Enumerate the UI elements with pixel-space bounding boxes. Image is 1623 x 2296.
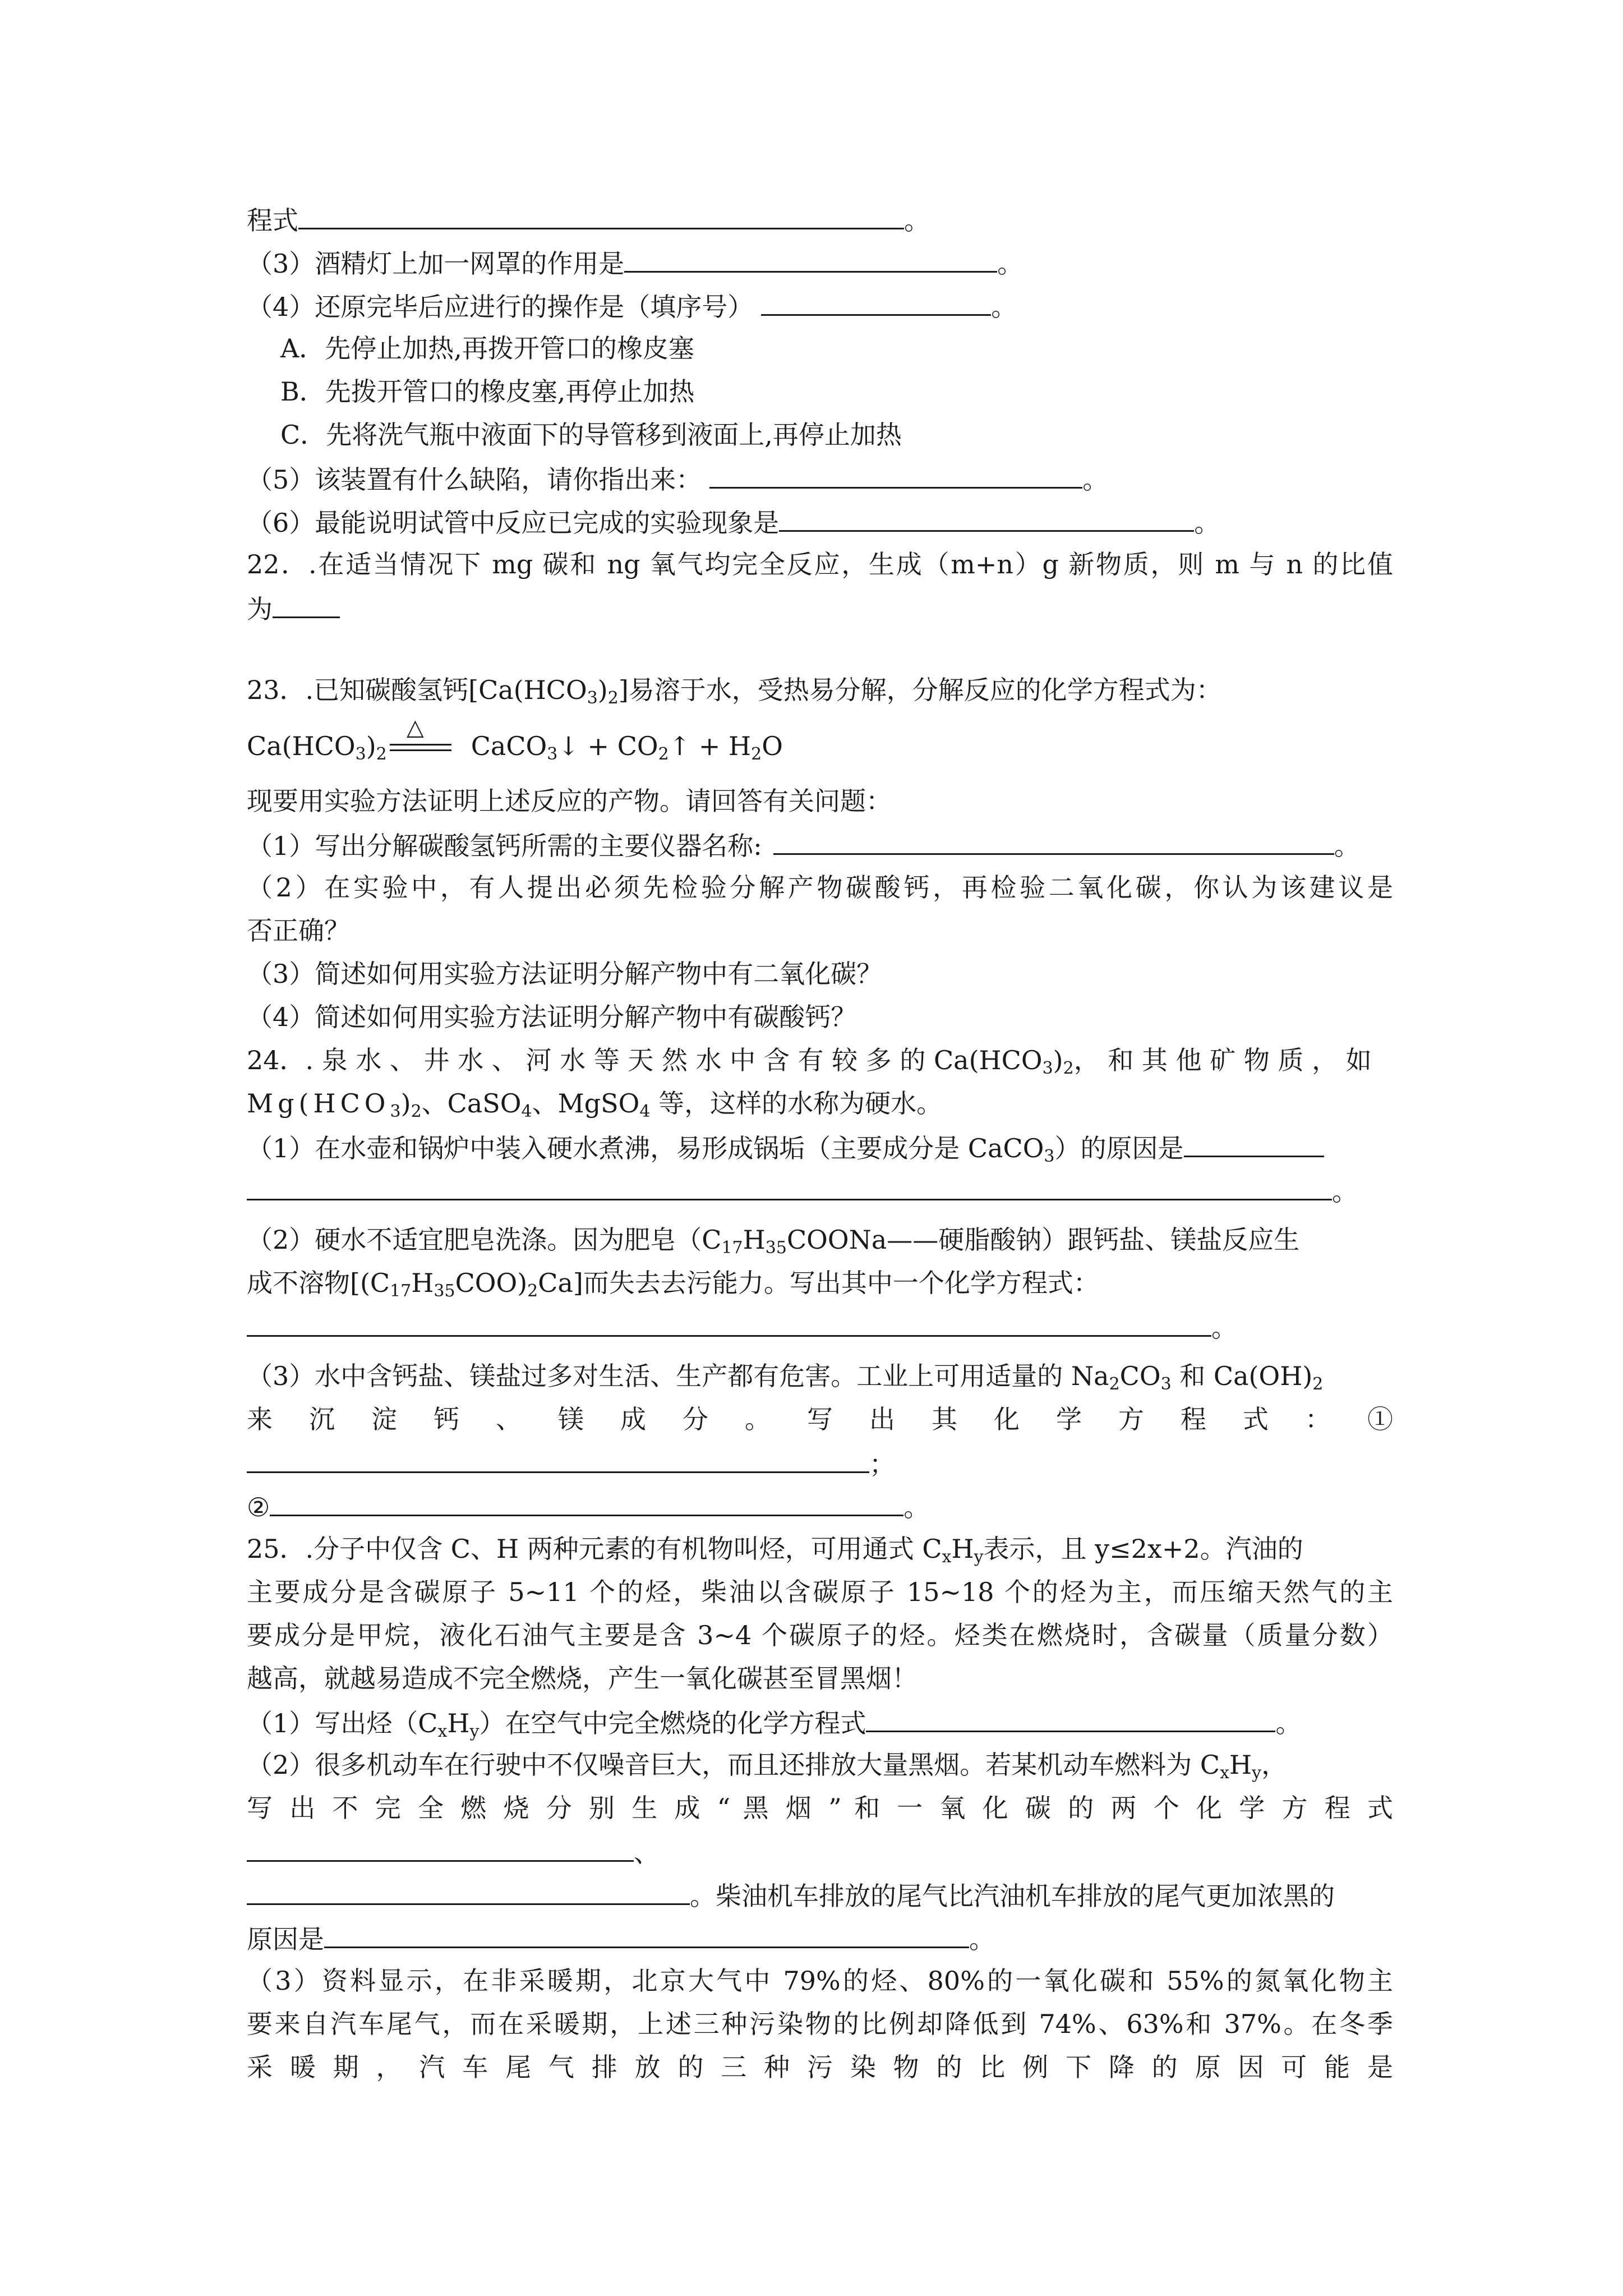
text: 原因是	[247, 1924, 324, 1954]
subscript: 3	[355, 744, 366, 764]
q21-6	[247, 504, 1393, 540]
text: 23．.已知碳酸氢钙[Ca(HCO	[247, 675, 587, 705]
subscript: 3	[390, 1102, 401, 1121]
q24-1-continued	[247, 1173, 1393, 1208]
q21-option-a: A．先停止加热,再拨开管口的橡皮塞	[280, 333, 694, 364]
q24-line-2	[247, 1087, 1393, 1120]
q21-5	[247, 461, 1393, 496]
q25-3-line-2: 要来自汽车尾气，而在采暖期，上述三种污染物的比例却降低到 74%、63%和 37%。在冬季	[247, 2009, 1393, 2039]
answer-blank[interactable]	[247, 1878, 690, 1905]
text: )	[366, 731, 376, 761]
text: Ca]而失去去污能力。写出其中一个化学方程式：	[538, 1268, 1099, 1298]
q21-4	[247, 288, 1393, 324]
subscript: 2	[527, 1281, 538, 1301]
subscript: 4	[639, 1102, 651, 1121]
subscript: 3	[547, 744, 558, 764]
heat-equals-sign	[390, 715, 451, 757]
q24-3-answer-1	[247, 1446, 1393, 1481]
heat-triangle-icon: △	[407, 715, 424, 740]
q23-4: （4）简述如何用实验方法证明分解产物中有碳酸钙？	[247, 1002, 857, 1032]
q24-2-line-2	[247, 1266, 1393, 1300]
answer-blank[interactable]	[773, 827, 1334, 855]
text: 、	[634, 1838, 660, 1868]
subscript: 35	[434, 1281, 455, 1301]
text: ）在空气中完全燃烧的化学方程式	[479, 1708, 866, 1738]
q25-2-line-1	[247, 1748, 1393, 1782]
q25-2-reason	[247, 1921, 1393, 1956]
text: 等，这样的水称为硬水。	[650, 1088, 943, 1119]
text: （1）写出烃（C	[247, 1708, 438, 1738]
subscript: 3	[1160, 1374, 1172, 1394]
subscript: x	[942, 1547, 952, 1567]
text: CaCO	[471, 731, 547, 761]
text: 24．. 泉 水 、 井 水 、 河 水 等 天 然 水 中 含 有 较 多 的 Ca(HCO	[247, 1045, 1043, 1075]
answer-blank[interactable]	[298, 202, 904, 229]
q25-line-3: 要成分是甲烷，液化石油气主要是含 3~4 个碳原子的烃。烃类在燃烧时，含碳量（质量分数）	[247, 1620, 1393, 1650]
text: 。	[1275, 1708, 1302, 1738]
text: COONa——硬脂酸钠）跟钙盐、镁盐反应生	[786, 1225, 1300, 1255]
answer-blank[interactable]	[866, 1705, 1275, 1732]
subscript: 3	[1042, 1059, 1053, 1078]
answer-blank[interactable]	[247, 1834, 634, 1862]
q24-3-line-1	[247, 1359, 1393, 1393]
text: 和 Ca(OH)	[1171, 1361, 1313, 1391]
text: （2）很多机动车在行驶中不仅噪音巨大，而且还排放大量黑烟。若某机动车燃料为 C	[247, 1750, 1220, 1780]
q23-2-line-2: 否正确？	[247, 915, 350, 946]
text: 程式	[247, 205, 298, 236]
text: ，	[1261, 1750, 1288, 1780]
text: （2）硬水不适宜肥皂洗涤。因为肥皂（C	[247, 1225, 722, 1255]
subscript: y	[469, 1722, 479, 1741]
q25-line-4: 越高，就越易造成不完全燃烧，产生一氧化碳甚至冒黑烟！	[247, 1663, 917, 1694]
subscript: 35	[765, 1238, 787, 1258]
answer-blank[interactable]	[270, 1489, 903, 1516]
text: （1）在水壶和锅炉中装入硬水煮沸，易形成锅垢（主要成分是 CaCO	[247, 1133, 1044, 1163]
q22-line-1: 22．.在适当情况下 mg 碳和 ng 氧气均完全反应，生成（m+n）g 新物质，则 m 与 n 的比值	[247, 549, 1393, 579]
q25-line-1	[247, 1532, 1393, 1566]
subscript: 2	[376, 744, 387, 764]
q25-2-answer-1	[247, 1834, 1393, 1870]
text: ↓ + CO	[557, 731, 658, 761]
q23-prompt: 现要用实验方法证明上述反应的产物。请回答有关问题：	[247, 786, 892, 816]
text: )	[1053, 1045, 1063, 1075]
subscript: 17	[390, 1281, 412, 1301]
q23-1	[247, 827, 1393, 863]
subscript: 2	[1312, 1374, 1324, 1394]
text: （1）写出分解碳酸氢钙所需的主要仪器名称:	[247, 831, 762, 861]
answer-blank[interactable]	[273, 591, 340, 618]
text: COO)	[455, 1268, 528, 1298]
equals-line-top	[390, 744, 451, 746]
q25-1	[247, 1705, 1393, 1740]
answer-blank[interactable]	[324, 1921, 969, 1948]
text: Ca(HCO	[247, 731, 356, 761]
q25-3-line-3: 采 暖 期 ， 汽 车 尾 气 排 放 的 三 种 污 染 物 的 比 例 下 降 的 原 因 可 能 是	[247, 2052, 1393, 2082]
q24-3-answer-2	[247, 1489, 1393, 1524]
q24-2-answer	[247, 1309, 1393, 1345]
subscript: y	[974, 1547, 984, 1567]
q21-option-c: C．先将洗气瓶中液面下的导管移到液面上,再停止加热	[280, 420, 902, 450]
text: （5）该装置有什么缺陷，请你指出来：	[247, 464, 702, 495]
q21-option-b: B．先拨开管口的橡皮塞,再停止加热	[280, 376, 695, 407]
subscript: y	[1252, 1763, 1262, 1783]
text: O	[762, 731, 783, 761]
text: H	[743, 1225, 766, 1255]
text: H	[1229, 1750, 1252, 1780]
q25-3-line-1: （3）资料显示，在非采暖期，北京大气中 79%的烃、80%的一氧化碳和 55%的氮氧化物主	[247, 1966, 1393, 1996]
answer-blank[interactable]	[247, 1173, 1332, 1200]
answer-blank[interactable]	[1184, 1130, 1324, 1157]
subscript: 17	[721, 1238, 743, 1258]
q23-intro	[247, 673, 1393, 707]
text: H	[447, 1708, 470, 1738]
text: 表示，且 y≤2x+2。汽油的	[983, 1534, 1303, 1564]
q21-line-equation	[247, 202, 1393, 237]
text: （3）酒精灯上加一网罩的作用是	[247, 249, 625, 279]
q22-line-2	[247, 591, 1393, 626]
text: 。	[1334, 831, 1360, 861]
subscript: 3	[1044, 1147, 1055, 1166]
text: ， 和 其 他 矿 物 质 ， 如	[1073, 1045, 1372, 1075]
text: ）的原因是	[1054, 1133, 1184, 1163]
q21-3	[247, 245, 1393, 280]
subscript: x	[1220, 1763, 1230, 1783]
answer-blank[interactable]	[624, 245, 997, 273]
q25-2-line-2: 写 出 不 完 全 燃 烧 分 别 生 成 “ 黑 烟 ” 和 一 氧 化 碳 的 两 个 化 学 方 程 式	[247, 1793, 1393, 1823]
subscript: 2	[1063, 1059, 1074, 1078]
text: 为	[247, 594, 273, 624]
subscript: 2	[607, 688, 619, 708]
answer-blank[interactable]	[779, 504, 1194, 532]
subscript: x	[437, 1722, 448, 1741]
text: 成不溶物[(C	[247, 1268, 390, 1298]
text: )	[597, 675, 608, 705]
text: （3）水中含钙盐、镁盐过多对生活、生产都有危害。工业上可用适量的 Na	[247, 1361, 1109, 1391]
text: 、CaSO	[421, 1088, 522, 1119]
subscript: 2	[751, 744, 762, 764]
q23-2-line-1: （2）在实验中，有人提出必须先检验分解产物碳酸钙，再检验二氧化碳，你认为该建议是	[247, 872, 1393, 903]
subscript: 2	[658, 744, 669, 764]
q25-line-2: 主要成分是含碳原子 5~11 个的烃，柴油以含碳原子 15~18 个的烃为主，而压缩天然气的主	[247, 1577, 1393, 1607]
text: H	[951, 1534, 974, 1564]
answer-blank[interactable]	[761, 288, 991, 316]
q24-2-line-1	[247, 1223, 1393, 1257]
text: ②	[247, 1492, 270, 1522]
text: )	[400, 1088, 411, 1119]
subscript: 4	[521, 1102, 532, 1121]
text: （6）最能说明试管中反应已完成的实验现象是	[247, 508, 780, 538]
q24-3-line-2: 来 沉 淀 钙 、 镁 成 分 。 写 出 其 化 学 方 程 式 ： ①	[247, 1404, 1393, 1434]
subscript: 3	[587, 688, 598, 708]
text: 。	[904, 205, 930, 236]
text: ↑ + H	[668, 731, 751, 761]
subscript: 2	[1109, 1374, 1120, 1394]
text: 。	[903, 1492, 930, 1522]
text: 。	[991, 292, 1017, 322]
equals-line-bottom	[390, 749, 451, 751]
text: 、MgSO	[532, 1088, 640, 1119]
text: 。	[997, 249, 1023, 279]
answer-blank[interactable]	[709, 461, 1082, 489]
text: Mg(HCO	[247, 1088, 390, 1119]
text: 25．.分子中仅含 C、H 两种元素的有机物叫烃，可用通式 C	[247, 1534, 942, 1564]
text: CO	[1119, 1361, 1161, 1391]
q24-line-1	[247, 1043, 1393, 1077]
answer-blank[interactable]	[247, 1446, 869, 1473]
decomposition-equation	[247, 729, 783, 763]
text: （4）还原完毕后应进行的操作是（填序号）	[247, 292, 754, 322]
text: 。柴油机车排放的尾气比汽油机车排放的尾气更加浓黑的	[690, 1881, 1335, 1911]
answer-blank[interactable]	[247, 1309, 1211, 1337]
q23-3: （3）简述如何用实验方法证明分解产物中有二氧化碳？	[247, 959, 883, 989]
text: 。	[969, 1924, 995, 1954]
text: ；	[869, 1449, 895, 1479]
q24-1	[247, 1130, 1393, 1165]
text: 。	[1211, 1313, 1237, 1343]
subscript: 2	[411, 1102, 422, 1121]
text: H	[411, 1268, 434, 1298]
text: 。	[1194, 508, 1220, 538]
text: 。	[1082, 464, 1109, 495]
text: 。	[1332, 1176, 1358, 1207]
q25-2-answer-2	[247, 1878, 1393, 1913]
text: ]易溶于水，受热易分解，分解反应的化学方程式为：	[618, 675, 1222, 705]
